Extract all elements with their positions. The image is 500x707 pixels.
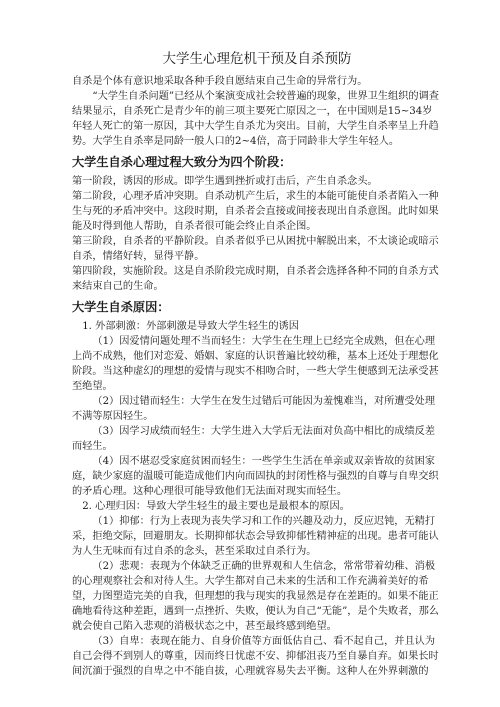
intro-definition: 自杀是个体有意识地采取各种手段自愿结束自己生命的异常行为。 xyxy=(72,76,368,87)
cause-paragraph: （3）自卑：表现在能力、自身价值等方面低估自己、看不起自己，并且认为自己会得不到别人的尊重，因而终日忧虑不安、抑郁沮丧乃至自暴自弃。如果长时间沉湎于强烈的自卑之中不能自拔，心理就容易失去平衡。这种人在外界刺激的 xyxy=(72,636,439,677)
cause-paragraph: （2）悲观：表现为个体缺乏正确的世界观和人生信念，常常带着幼稚、消极的心理观察社会和对待人生。大学生都对自己未来的生活和工作充满着美好的希望，力图塑造完美的自我，但理想的我与现实的我显然是存在差距的。如果不能正确地看待这种差距，遇到一点挫折、失败，便认为自己“无能”，是个失败者，那么就会使自己陷入悲观的消极状态之中，甚至最终感到绝望。 xyxy=(72,561,439,632)
cause-paragraph: （3）因学习成绩而轻生：大学生进入大学后无法面对负高中相比的成绩反差而轻生。 xyxy=(72,426,436,452)
intro-statistics: “大学生自杀问题”已经从个案演变成社会较普遍的现象，世界卫生组织的调查结果显示，自杀死亡是青少年的前三项主要死亡原因之一，在中国则是15~34岁年轻人死亡的第一原因，其中大学生自杀尤为突出。目前，大学生自杀率呈上升趋势。大学生自杀率是同龄一般人口的2~4倍，高于同龄非大学生年轻人。 xyxy=(72,91,439,147)
section-heading-stages: 大学生自杀心理过程大致分为四个阶段： xyxy=(72,155,292,169)
cause-paragraph: （1）抑郁：行为上表现为丧失学习和工作的兴趣及动力，反应迟钝，无精打采，拒绝交际，回避朋友。长期抑郁状态会导致抑郁性精神症的出现。患者可能认为人生无味而有过自杀的念头，甚至采取过自杀行为。 xyxy=(72,516,439,557)
cause-heading-external: 1. 外部刺激：外部刺激是导致大学生轻生的诱因 xyxy=(82,321,299,332)
stage-paragraph: 第一阶段，诱因的形成。即学生遇到挫折或打击后，产生自杀念头。 xyxy=(72,176,378,187)
section-heading-causes: 大学生自杀原因： xyxy=(72,300,170,314)
cause-paragraph: （4）因不堪忍受家庭贫困而轻生：一些学生生活在单亲或双亲皆故的贫困家庭，缺少家庭的温暖可能造成他们内向而固执的封闭性格与强烈的自尊与自卑交织的矛盾心理。这种心理很可能导致他们无法面对现实而轻生。 xyxy=(72,456,439,497)
cause-heading-psychological: 2. 心理归因：导致大学生轻生的最主要也是最根本的原因。 xyxy=(82,501,350,512)
stage-paragraph: 第二阶段，心理矛盾冲突期。自杀动机产生后，求生的本能可能使自杀者陷入一种生与死的矛盾冲突中。这段时期，自杀者会直接或间接表现出自杀意图。此时如果能及时得到他人帮助，自杀者很可能会终止自杀企图。 xyxy=(72,191,439,232)
cause-paragraph: （2）因过错而轻生：大学生在发生过错后可能因为羞愧难当，对所遭受处理不满等原因轻生。 xyxy=(72,396,436,422)
stage-paragraph: 第四阶段，实施阶段。这是自杀阶段完成时期，自杀者会选择各种不同的自杀方式来结束自己的生命。 xyxy=(72,266,439,292)
stage-paragraph: 第三阶段，自杀者的平静阶段。自杀者似乎已从困扰中解脱出来，不太谈论或暗示自杀，情绪好转，显得平静。 xyxy=(72,236,439,262)
page-title: 大学生心理危机干预及自杀预防 xyxy=(162,51,352,67)
cause-paragraph: （1）因爱情问题处理不当而轻生：大学生在生理上已经完全成熟，但在心理上尚不成熟，他们对恋爱、婚姻、家庭的认识普遍比较幼稚，基本上还处于理想化阶段。当这种虚幻的理想的爱情与现实不相吻合时，一些大学生便感到无法承受甚至绝望。 xyxy=(72,336,439,392)
